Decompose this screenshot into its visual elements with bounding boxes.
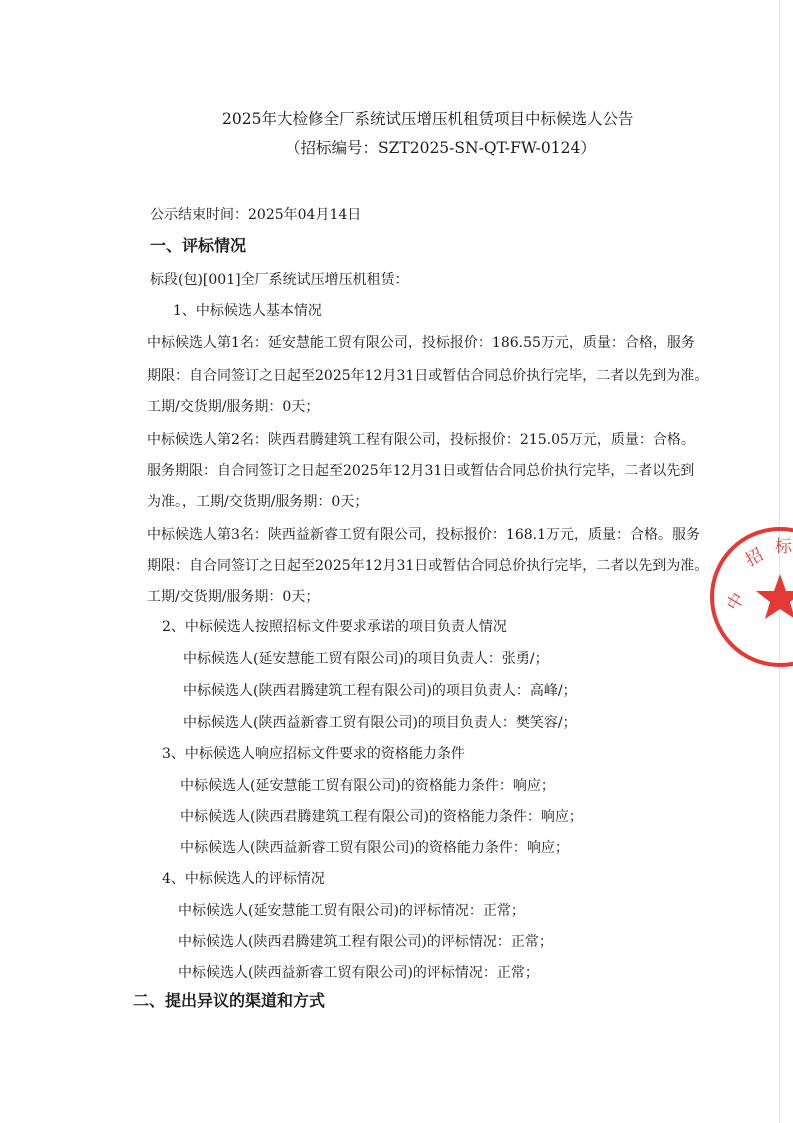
svg-text:中: 中: [723, 589, 750, 615]
evaluation-item-2: 中标候选人(陕西君腾建筑工程有限公司)的评标情况：正常；: [178, 934, 553, 950]
evaluation-item-1: 中标候选人(延安慧能工贸有限公司)的评标情况：正常；: [178, 903, 525, 919]
candidate-1-line-2: 期限：自合同签订之日起至2025年12月31日或暂估合同总价执行完毕，二者以先到为准。: [147, 368, 709, 384]
project-lead-item-1: 中标候选人(延安慧能工贸有限公司)的项目负责人：张勇/；: [183, 651, 549, 667]
doc-title: 2025年大检修全厂系统试压增压机租赁项目中标候选人公告: [222, 110, 634, 128]
svg-text:招: 招: [742, 544, 768, 571]
star-seal-icon: [705, 522, 793, 672]
evaluation-item-3: 中标候选人(陕西益新睿工贸有限公司)的评标情况：正常；: [178, 965, 539, 981]
qualification-item-3: 中标候选人(陕西益新睿工贸有限公司)的资格能力条件：响应；: [180, 840, 569, 856]
project-lead-item-3: 中标候选人(陕西益新睿工贸有限公司)的项目负责人：樊笑容/；: [183, 715, 577, 731]
sub1-heading: 1、中标候选人基本情况: [173, 303, 322, 319]
sub4-heading: 4、中标候选人的评标情况: [162, 871, 325, 887]
sub2-heading: 2、中标候选人按照招标文件要求承诺的项目负责人情况: [162, 619, 507, 635]
lot-title: 标段(包)[001]全厂系统试压增压机租赁：: [150, 272, 409, 288]
section-2-heading: 二、提出异议的渠道和方式: [133, 991, 326, 1010]
qualification-item-2: 中标候选人(陕西君腾建筑工程有限公司)的资格能力条件：响应；: [180, 809, 583, 825]
candidate-1-line-3: 工期/交货期/服务期：0天；: [147, 399, 320, 415]
candidate-2-line-2: 服务期限：自合同签订之日起至2025年12月31日或暂估合同总价执行完毕，二者以先到: [147, 463, 695, 479]
section-1-heading: 一、评标情况: [150, 236, 247, 255]
candidate-3-line-2: 期限：自合同签订之日起至2025年12月31日或暂估合同总价执行完毕，二者以先到为准。: [147, 558, 709, 574]
qualification-item-1: 中标候选人(延安慧能工贸有限公司)的资格能力条件：响应；: [180, 778, 555, 794]
candidate-3-line-1: 中标候选人第3名：陕西益新睿工贸有限公司，投标报价：168.1万元，质量：合格。服务: [147, 527, 700, 543]
sub3-heading: 3、中标候选人响应招标文件要求的资格能力条件: [162, 746, 465, 762]
candidate-2-line-1: 中标候选人第2名：陕西君腾建筑工程有限公司，投标报价：215.05万元，质量：合格。: [147, 432, 695, 448]
project-lead-item-2: 中标候选人(陕西君腾建筑工程有限公司)的项目负责人：高峰/；: [183, 683, 577, 699]
announcement-end-time: 公示结束时间：2025年04月14日: [150, 207, 362, 223]
candidate-3-line-3: 工期/交货期/服务期：0天；: [147, 589, 320, 605]
candidate-2-line-3: 为准。，工期/交货期/服务期：0天；: [147, 494, 369, 510]
tender-number: （招标编号：SZT2025-SN-QT-FW-0124）: [285, 139, 596, 157]
candidate-1-line-1: 中标候选人第1名：延安慧能工贸有限公司，投标报价：186.55万元，质量：合格，服务: [147, 335, 695, 351]
svg-text:标: 标: [775, 537, 792, 557]
